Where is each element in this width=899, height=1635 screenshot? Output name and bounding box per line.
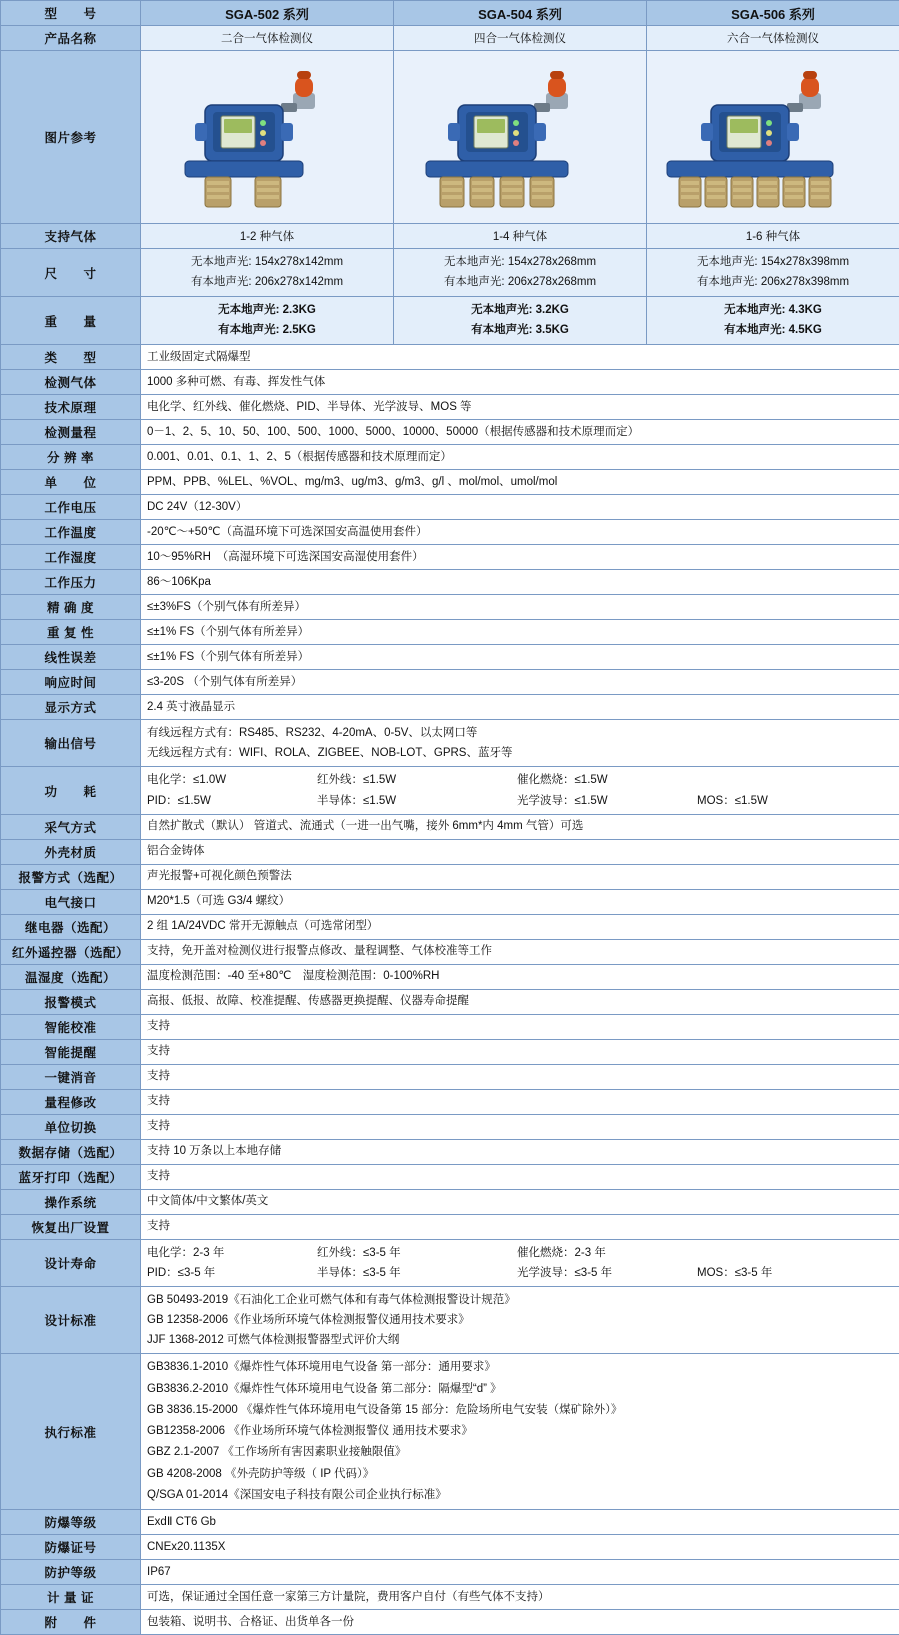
row-value-work-humidity: 10～95%RH （高湿环境下可选深国安高湿使用套件） [141,545,899,570]
row-label-model: 型 号 [1,1,141,26]
table-row-range [1,420,899,445]
gas-detector-2-icon [143,57,373,217]
row-label-relay: 继电器（选配） [1,914,141,939]
design-standard-line2: GB 12358-2006《作业场所环境气体检测报警仪通用技术要求》 [147,1310,893,1330]
row-value-factory-reset: 支持 [141,1214,899,1239]
table-row-factory-reset [1,1214,899,1239]
table-row-output [1,720,899,767]
design-standard-line1: GB 50493-2019《石油化工企业可燃气体和有毒气体检测报警设计规范》 [147,1290,893,1310]
row-label-sampling: 采气方式 [1,814,141,839]
power-infrared: 红外线：≤1.5W [317,770,517,790]
table-row-work-humidity [1,545,899,570]
row-label-ex-cert: 防爆证号 [1,1535,141,1560]
device-image-2 [394,51,647,224]
exec-standard-line3: GB 3836.15-2000 《爆炸性气体环境用电气设备第 15 部分：危险场所电气安装（煤矿除外）》 [147,1400,893,1421]
row-value-smart-calib: 支持 [141,1014,899,1039]
row-label-power: 功 耗 [1,767,141,814]
table-row-remote [1,939,899,964]
size-3-line2: 有本地声光: 206x278x398mm [649,273,897,293]
weight-3 [647,297,899,345]
table-row-image [1,51,899,224]
row-value-linear-err: ≤±1% FS（个别气体有所差异） [141,645,899,670]
row-label-voltage: 工作电压 [1,495,141,520]
table-row-range-modify [1,1089,899,1114]
row-value-exec-standard [141,1354,899,1510]
table-row-design-life [1,1239,899,1286]
row-value-tech-principle: 电化学、红外线、催化燃烧、PID、半导体、光学波导、MOS 等 [141,395,899,420]
model-header-1: SGA-502 系列 [141,1,394,26]
output-line2: 无线远程方式有：WIFI、ROLA、ZIGBEE、NOB-LOT、GPRS、蓝牙等 [147,743,893,763]
support-gas-3: 1-6 种气体 [647,224,899,249]
weight-3-line2: 有本地声光: 4.5KG [649,321,897,341]
product-name-1: 二合一气体检测仪 [141,26,394,51]
size-2 [394,249,647,297]
row-value-output [141,720,899,767]
row-label-tech-principle: 技术原理 [1,395,141,420]
row-value-bt-print: 支持 [141,1164,899,1189]
table-row-response [1,670,899,695]
life-semiconductor: 半导体：≤3-5 年 [317,1263,517,1283]
table-row-unit-switch [1,1114,899,1139]
weight-3-line1: 无本地声光: 4.3KG [649,301,897,321]
table-row-shell [1,839,899,864]
gas-detector-6-icon [649,57,879,217]
row-value-ex-cert: CNEx20.1135X [141,1535,899,1560]
row-value-ex-grade: ExdⅡ CT6 Gb [141,1510,899,1535]
row-label-resolution: 分 辨 率 [1,445,141,470]
table-row-accuracy [1,595,899,620]
output-line1: 有线远程方式有：RS485、RS232、4-20mA、0-5V、以太网口等 [147,723,893,743]
row-label-product-name: 产品名称 [1,26,141,51]
size-1-line2: 有本地声光: 206x278x142mm [143,273,391,293]
row-label-ex-grade: 防爆等级 [1,1510,141,1535]
row-label-range: 检测量程 [1,420,141,445]
row-value-data-storage: 支持 10 万条以上本地存储 [141,1139,899,1164]
table-row-ip-grade [1,1560,899,1585]
row-value-detect-gas: 1000 多种可燃、有毒、挥发性气体 [141,370,899,395]
table-row-electrical-port [1,889,899,914]
row-value-accuracy: ≤±3%FS（个别气体有所差异） [141,595,899,620]
row-value-display: 2.4 英寸液晶显示 [141,695,899,720]
row-label-alarm-mode-opt: 报警方式（选配） [1,864,141,889]
weight-1-line1: 无本地声光: 2.3KG [143,301,391,321]
weight-2-line1: 无本地声光: 3.2KG [396,301,644,321]
table-row-ex-grade [1,1510,899,1535]
exec-standard-line7: Q/SGA 01-2014《深国安电子科技有限公司企业执行标准》 [147,1485,893,1506]
power-line1 [147,770,893,790]
model-header-3: SGA-506 系列 [647,1,899,26]
exec-standard-line5: GBZ 2.1-2007 《工作场所有害因素职业接触限值》 [147,1442,893,1463]
row-label-display: 显示方式 [1,695,141,720]
row-value-sampling: 自然扩散式（默认） 管道式、流通式（一进一出气嘴，接外 6mm*内 4mm 气管）可选 [141,814,899,839]
row-label-range-modify: 量程修改 [1,1089,141,1114]
row-label-image: 图片参考 [1,51,141,224]
support-gas-2: 1-4 种气体 [394,224,647,249]
row-label-bt-print: 蓝牙打印（选配） [1,1164,141,1189]
table-row-tech-principle [1,395,899,420]
model-header-2: SGA-504 系列 [394,1,647,26]
row-label-response: 响应时间 [1,670,141,695]
size-1-line1: 无本地声光: 154x278x142mm [143,253,391,273]
row-label-size: 尺 寸 [1,249,141,297]
row-value-range: 0－1、2、5、10、50、100、500、1000、5000、10000、50000（根据传感器和技术原理而定） [141,420,899,445]
row-label-temp-humidity-opt: 温湿度（选配） [1,964,141,989]
row-label-work-temp: 工作温度 [1,520,141,545]
row-label-design-life: 设计寿命 [1,1239,141,1286]
design-life-line1 [147,1243,893,1263]
row-value-power [141,767,899,814]
table-row-relay [1,914,899,939]
design-standard-line3: JJF 1368-2012 可燃气体检测报警器型式评价大纲 [147,1330,893,1350]
design-life-line2 [147,1263,893,1283]
device-image-1 [141,51,394,224]
table-row-support-gas [1,224,899,249]
table-row-type [1,345,899,370]
table-row-weight [1,297,899,345]
row-value-shell: 铝合金铸体 [141,839,899,864]
row-value-one-key-mute: 支持 [141,1064,899,1089]
row-label-type: 类 型 [1,345,141,370]
table-row-linear-err [1,645,899,670]
table-row-unit [1,470,899,495]
size-3 [647,249,899,297]
row-value-type: 工业级固定式隔爆型 [141,345,899,370]
row-label-metrology: 计 量 证 [1,1585,141,1610]
row-label-factory-reset: 恢复出厂设置 [1,1214,141,1239]
row-label-linear-err: 线性误差 [1,645,141,670]
table-row-repeat [1,620,899,645]
power-optical: 光学波导：≤1.5W [517,791,697,811]
row-label-smart-calib: 智能校准 [1,1014,141,1039]
table-row-work-temp [1,520,899,545]
row-value-repeat: ≤±1% FS（个别气体有所差异） [141,620,899,645]
exec-standard-line6: GB 4208-2008 《外壳防护等级（ IP 代码）》 [147,1464,893,1485]
exec-standard-line2: GB3836.2-2010《爆炸性气体环境用电气设备 第二部分：隔爆型“d” 》 [147,1379,893,1400]
power-pid: PID：≤1.5W [147,791,317,811]
row-label-electrical-port: 电气接口 [1,889,141,914]
row-value-os: 中文简体/中文繁体/英文 [141,1189,899,1214]
table-row-resolution [1,445,899,470]
table-row-os [1,1189,899,1214]
table-row-metrology [1,1585,899,1610]
life-optical: 光学波导：≤3-5 年 [517,1263,697,1283]
row-label-repeat: 重 复 性 [1,620,141,645]
life-catalytic: 催化燃烧：2-3 年 [517,1243,606,1263]
life-mos: MOS：≤3-5 年 [697,1263,772,1283]
table-row-model [1,1,899,26]
table-row-alarm-mode-opt [1,864,899,889]
row-label-one-key-mute: 一键消音 [1,1064,141,1089]
row-value-response: ≤3-20S （个别气体有所差异） [141,670,899,695]
row-value-range-modify: 支持 [141,1089,899,1114]
power-mos: MOS：≤1.5W [697,791,768,811]
table-row-size [1,249,899,297]
row-label-support-gas: 支持气体 [1,224,141,249]
row-label-unit: 单 位 [1,470,141,495]
table-row-smart-remind [1,1039,899,1064]
row-label-output: 输出信号 [1,720,141,767]
life-electrochem: 电化学：2-3 年 [147,1243,317,1263]
row-label-accessories: 附 件 [1,1610,141,1635]
row-value-alarm-mode-opt: 声光报警+可视化颜色预警法 [141,864,899,889]
row-value-metrology: 可选，保证通过全国任意一家第三方计量院，费用客户自付（有些气体不支持） [141,1585,899,1610]
table-row-product-name [1,26,899,51]
row-value-work-temp: -20℃～+50℃（高温环境下可选深国安高温使用套件） [141,520,899,545]
weight-1 [141,297,394,345]
row-value-smart-remind: 支持 [141,1039,899,1064]
row-label-detect-gas: 检测气体 [1,370,141,395]
device-image-3 [647,51,899,224]
row-value-unit-switch: 支持 [141,1114,899,1139]
gas-detector-4-icon [396,57,626,217]
row-value-remote: 支持，免开盖对检测仪进行报警点修改、量程调整、气体校准等工作 [141,939,899,964]
power-semiconductor: 半导体：≤1.5W [317,791,517,811]
support-gas-1: 1-2 种气体 [141,224,394,249]
product-name-2: 四合一气体检测仪 [394,26,647,51]
row-label-unit-switch: 单位切换 [1,1114,141,1139]
row-label-ip-grade: 防护等级 [1,1560,141,1585]
row-value-design-life [141,1239,899,1286]
size-1 [141,249,394,297]
row-value-relay: 2 组 1A/24VDC 常开无源触点（可选常闭型） [141,914,899,939]
row-label-os: 操作系统 [1,1189,141,1214]
weight-2 [394,297,647,345]
table-row-alarm-mode [1,989,899,1014]
table-row-ex-cert [1,1535,899,1560]
row-label-remote: 红外遥控器（选配） [1,939,141,964]
row-value-alarm-mode: 高报、低报、故障、校准提醒、传感器更换提醒、仪器寿命提醒 [141,989,899,1014]
table-row-exec-standard [1,1354,899,1510]
row-value-temp-humidity-opt: 温度检测范围：-40 至+80℃ 湿度检测范围：0-100%RH [141,964,899,989]
table-row-one-key-mute [1,1064,899,1089]
life-infrared: 红外线：≤3-5 年 [317,1243,517,1263]
table-row-power [1,767,899,814]
exec-standard-line4: GB12358-2006 《作业场所环境气体检测报警仪 通用技术要求》 [147,1421,893,1442]
table-row-detect-gas [1,370,899,395]
table-row-smart-calib [1,1014,899,1039]
row-value-work-pressure: 86～106Kpa [141,570,899,595]
row-value-unit: PPM、PPB、%LEL、%VOL、mg/m3、ug/m3、g/m3、g/l 、mol/mol、umol/mol [141,470,899,495]
table-row-work-pressure [1,570,899,595]
row-label-weight: 重 量 [1,297,141,345]
row-label-design-standard: 设计标准 [1,1286,141,1353]
row-label-alarm-mode: 报警模式 [1,989,141,1014]
row-value-voltage: DC 24V（12-30V） [141,495,899,520]
size-2-line1: 无本地声光: 154x278x268mm [396,253,644,273]
table-row-voltage [1,495,899,520]
power-line2 [147,791,893,811]
size-2-line2: 有本地声光: 206x278x268mm [396,273,644,293]
weight-2-line2: 有本地声光: 3.5KG [396,321,644,341]
table-row-temp-humidity-opt [1,964,899,989]
size-3-line1: 无本地声光: 154x278x398mm [649,253,897,273]
row-value-ip-grade: IP67 [141,1560,899,1585]
row-value-accessories: 包装箱、说明书、合格证、出货单各一份 [141,1610,899,1635]
life-pid: PID：≤3-5 年 [147,1263,317,1283]
exec-standard-line1: GB3836.1-2010《爆炸性气体环境用电气设备 第一部分：通用要求》 [147,1357,893,1378]
table-row-bt-print [1,1164,899,1189]
row-value-electrical-port: M20*1.5（可选 G3/4 螺纹） [141,889,899,914]
row-label-data-storage: 数据存储（选配） [1,1139,141,1164]
product-name-3: 六合一气体检测仪 [647,26,899,51]
row-value-design-standard [141,1286,899,1353]
table-row-data-storage [1,1139,899,1164]
power-electrochem: 电化学：≤1.0W [147,770,317,790]
row-label-work-humidity: 工作湿度 [1,545,141,570]
row-value-resolution: 0.001、0.01、0.1、1、2、5（根据传感器和技术原理而定） [141,445,899,470]
row-label-accuracy: 精 确 度 [1,595,141,620]
power-catalytic: 催化燃烧：≤1.5W [517,770,608,790]
row-label-shell: 外壳材质 [1,839,141,864]
table-row-display [1,695,899,720]
row-label-exec-standard: 执行标准 [1,1354,141,1510]
table-row-design-standard [1,1286,899,1353]
weight-1-line2: 有本地声光: 2.5KG [143,321,391,341]
table-row-accessories [1,1610,899,1635]
row-label-work-pressure: 工作压力 [1,570,141,595]
row-label-smart-remind: 智能提醒 [1,1039,141,1064]
table-row-sampling [1,814,899,839]
